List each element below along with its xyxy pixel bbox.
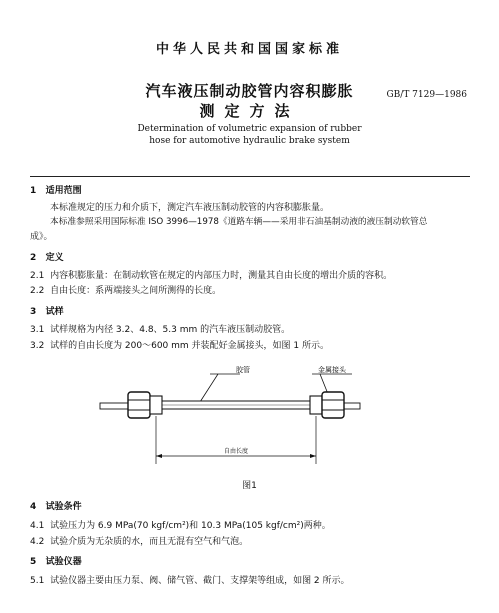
title-divider: [30, 176, 470, 177]
section-4-heading: 4 试验条件: [30, 502, 82, 512]
english-title-line1: Determination of volumetric expansion of rubber: [137, 124, 362, 134]
left-nut: [128, 392, 150, 418]
english-title-line2: hose for automotive hydraulic brake system: [149, 136, 350, 146]
hose-leader-line: [200, 374, 218, 402]
fitting-label: 金属接头: [318, 366, 346, 374]
clause-2-2: 2.2 自由长度：系两端接头之间所测得的长度。: [30, 286, 222, 296]
dim-arrow-left: [156, 454, 162, 458]
clause-4-2: 4.2 试验介质为无杂质的水，而且无混有空气和气泡。: [30, 537, 249, 547]
title-line2: 测定方法: [199, 102, 300, 120]
left-ferrule: [150, 396, 162, 414]
section-2-heading: 2 定义: [30, 253, 64, 263]
figure-1-caption: 图1: [242, 481, 257, 491]
clause-5-1: 5.1 试验仪器主要由压力泵、阀、储气管、截门、支撑架等组成，如图 2 所示。: [30, 576, 350, 586]
standard-header: 中华人民共和国国家标准: [155, 42, 343, 57]
clause-4-1: 4.1 试验压力为 6.9 MPa(70 kgf/cm²)和 10.3 MPa(105 kgf/cm²)两种。: [30, 521, 331, 531]
dim-arrow-right: [310, 454, 316, 458]
clause-2-1: 2.1 内容积膨胀量：在制动软管在规定的内部压力时，测量其自由长度的增出介质的容积。: [30, 271, 393, 281]
clause-3-2: 3.2 试样的自由长度为 200～600 mm 并装配好金属接头，如图 1 所示。: [30, 341, 329, 351]
section-1-para-2-cont: 成》。: [30, 232, 53, 242]
figure-1-hose-assembly: [90, 360, 390, 470]
right-nut: [322, 392, 344, 418]
section-5-heading: 5 试验仪器: [30, 557, 82, 567]
section-1-para-1: 本标准规定的压力和介质下，测定汽车液压制动胶管的内容积膨胀量。: [50, 203, 330, 213]
section-1-heading: 1 适用范围: [30, 186, 82, 196]
section-3-heading: 3 试样: [30, 307, 64, 317]
left-thread: [100, 403, 128, 409]
fitting-leader-line: [320, 374, 328, 394]
section-1-para-2: 本标准参照采用国际标准 ISO 3996—1978《道路车辆——采用非石油基制动液的液压制动软管总: [50, 217, 428, 227]
standard-code: GB/T 7129—1986: [386, 90, 467, 100]
hose-label: 胶管: [236, 366, 250, 374]
clause-3-1: 3.1 试样规格为内径 3.2、4.8、5.3 mm 的汽车液压制动胶管。: [30, 325, 291, 335]
free-length-label: 自由长度: [223, 448, 249, 455]
title-line1: 汽车液压制动胶管内容积膨胀: [145, 82, 354, 100]
right-thread: [344, 403, 360, 409]
right-ferrule: [310, 396, 322, 414]
